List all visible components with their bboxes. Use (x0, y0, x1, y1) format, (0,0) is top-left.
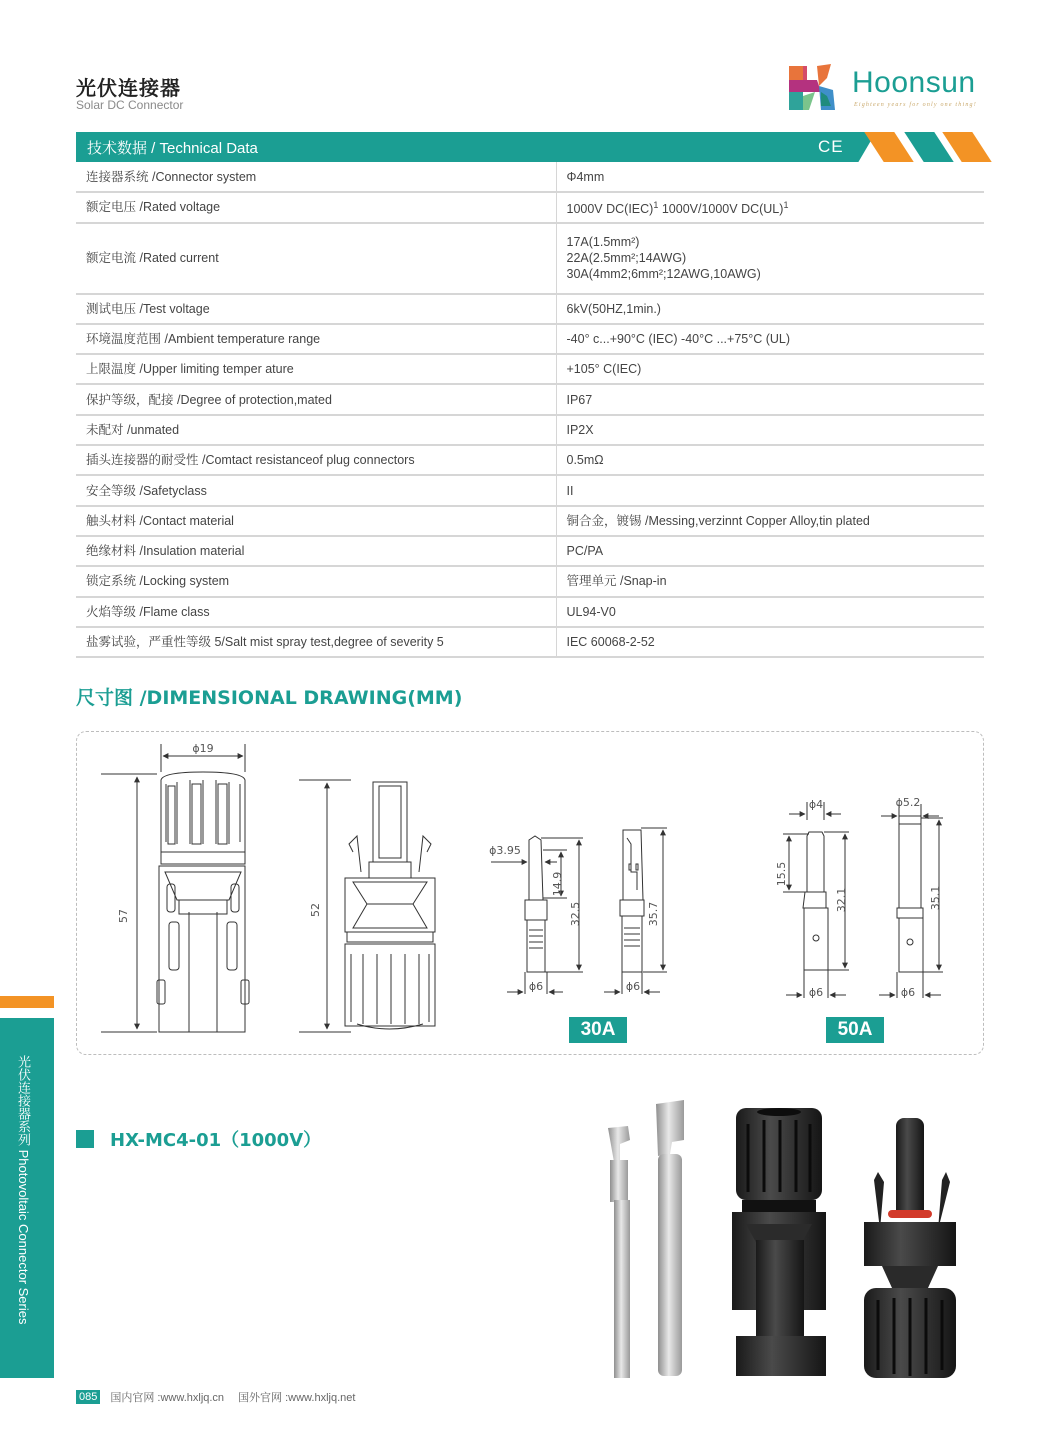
male-connector-body (864, 1118, 956, 1378)
table-row (76, 162, 984, 192)
table-row (76, 223, 984, 294)
page-footer (76, 1389, 369, 1405)
spec-key: 安全等级 /Safetyclass (76, 475, 556, 505)
brand-name: Hoonsun (852, 66, 976, 99)
spec-key: 锁定系统 /Locking system (76, 566, 556, 596)
spec-value: 0.5mΩ (556, 445, 984, 475)
spec-value: IP67 (556, 384, 984, 414)
badge-50a: 50A (826, 1017, 884, 1043)
spec-key: 未配对 /unmated (76, 415, 556, 445)
spec-key: 绝缘材料 /Insulation material (76, 536, 556, 566)
spec-value: IEC 60068-2-52 (556, 627, 984, 657)
table-row (76, 415, 984, 445)
female-connector-body (732, 1108, 826, 1376)
value-part: 1000V DC(IEC) (566, 202, 654, 217)
spec-value (556, 223, 984, 294)
spec-key: 盐雾试验，严重性等级 5/Salt mist spray test,degree of severity 5 (76, 627, 556, 657)
svg-text:14.9: 14.9 (551, 871, 564, 897)
overseas-site-link[interactable]: 国外官网 :www.hxljq.net (238, 1392, 356, 1404)
spec-key: 火焰等级 /Flame class (76, 597, 556, 627)
svg-text:57: 57 (117, 909, 130, 923)
square-bullet-icon (76, 1130, 94, 1148)
spec-key: 额定电压 /Rated voltage (76, 192, 556, 222)
value-part: 1000V/1000V DC(UL) (658, 202, 784, 217)
table-row (76, 627, 984, 657)
spec-value: 6kV(50HZ,1min.) (556, 294, 984, 324)
svg-text:ϕ6: ϕ6 (625, 980, 641, 993)
table-row (76, 192, 984, 222)
spec-key: 测试电压 /Test voltage (76, 294, 556, 324)
spec-key: 保护等级，配接 /Degree of protection,mated (76, 384, 556, 414)
svg-text:35.7: 35.7 (647, 901, 660, 927)
svg-text:32.1: 32.1 (835, 887, 848, 913)
svg-text:ϕ4: ϕ4 (808, 798, 824, 811)
svg-text:ϕ6: ϕ6 (528, 980, 544, 993)
svg-text:ϕ5.2: ϕ5.2 (895, 796, 921, 809)
spec-key: 插头连接器的耐受性 /Comtact resistanceof plug connectors (76, 445, 556, 475)
svg-text:52: 52 (309, 903, 322, 917)
dimensional-drawing-title: 尺寸图 /DIMENSIONAL DRAWING(MM) (76, 687, 463, 709)
tech-data-header (76, 132, 986, 162)
spec-key: 连接器系统 /Connector system (76, 162, 556, 192)
spec-value: Φ4mm (556, 162, 984, 192)
spec-value: 管理单元 /Snap-in (556, 566, 984, 596)
spec-key: 上限温度 /Upper limiting temper ature (76, 354, 556, 384)
page-title: 光伏连接器 (76, 76, 181, 100)
svg-text:32.5: 32.5 (569, 901, 582, 927)
svg-text:ϕ6: ϕ6 (808, 986, 824, 999)
svg-text:35.1: 35.1 (929, 885, 942, 911)
value-line: 22A(2.5mm²;14AWG) (566, 251, 687, 266)
spec-table (76, 162, 984, 658)
svg-text:15.5: 15.5 (775, 861, 788, 887)
svg-text:ϕ6: ϕ6 (900, 986, 916, 999)
table-row (76, 506, 984, 536)
spec-value (556, 192, 984, 222)
spec-value: IP2X (556, 415, 984, 445)
technical-drawing-icon (77, 732, 985, 1056)
table-row (76, 597, 984, 627)
tech-data-title: 技术数据 / Technical Data (87, 140, 258, 157)
crimp-contact-male (608, 1126, 630, 1378)
svg-text:ϕ19: ϕ19 (192, 742, 214, 755)
product-photo (596, 1100, 976, 1385)
product-model-label: HX-MC4-01（1000V） (110, 1130, 322, 1151)
table-row (76, 566, 984, 596)
value-line: 17A(1.5mm²) (566, 235, 640, 250)
ce-mark-icon: CE (818, 137, 844, 156)
brand-tagline: Eighteen years for only one thing! (854, 102, 977, 108)
spec-value: PC/PA (556, 536, 984, 566)
table-row (76, 354, 984, 384)
table-row (76, 294, 984, 324)
badge-30a: 30A (569, 1017, 627, 1043)
table-row (76, 475, 984, 505)
table-row (76, 384, 984, 414)
page-number: 085 (76, 1390, 100, 1404)
domestic-site-link[interactable]: 国内官网 :www.hxljq.cn (110, 1392, 225, 1404)
footnote-mark: 1 (653, 200, 659, 211)
side-tab-label: 光伏连接器系列 Photovoltaic Connector Series (16, 1055, 31, 1325)
spec-key: 额定电流 /Rated current (76, 223, 556, 294)
spec-value: +105° C(IEC) (556, 354, 984, 384)
footnote-mark: 1 (783, 200, 789, 211)
logo-mark-icon (787, 62, 837, 112)
female-connector-drawing (101, 744, 249, 1032)
spec-value: -40° c...+90°C (IEC) -40°C ...+75°C (UL) (556, 324, 984, 354)
brand-logo (787, 62, 987, 116)
svg-text:ϕ3.95: ϕ3.95 (489, 844, 521, 857)
crimp-contact-female (656, 1100, 684, 1376)
product-model (76, 1126, 321, 1152)
spec-value: UL94-V0 (556, 597, 984, 627)
spec-key: 环境温度范围 /Ambient temperature range (76, 324, 556, 354)
table-row (76, 324, 984, 354)
dimensional-drawing (76, 731, 984, 1055)
table-row (76, 445, 984, 475)
side-accent-bar (0, 996, 54, 1008)
table-row (76, 536, 984, 566)
page-subtitle: Solar DC Connector (76, 98, 184, 112)
spec-value: 铜合金，镀锡 /Messing,verzinnt Copper Alloy,tin plated (556, 506, 984, 536)
spec-key: 触头材料 /Contact material (76, 506, 556, 536)
spec-value: II (556, 475, 984, 505)
value-line: 30A(4mm2;6mm²;12AWG,10AWG) (566, 267, 761, 282)
